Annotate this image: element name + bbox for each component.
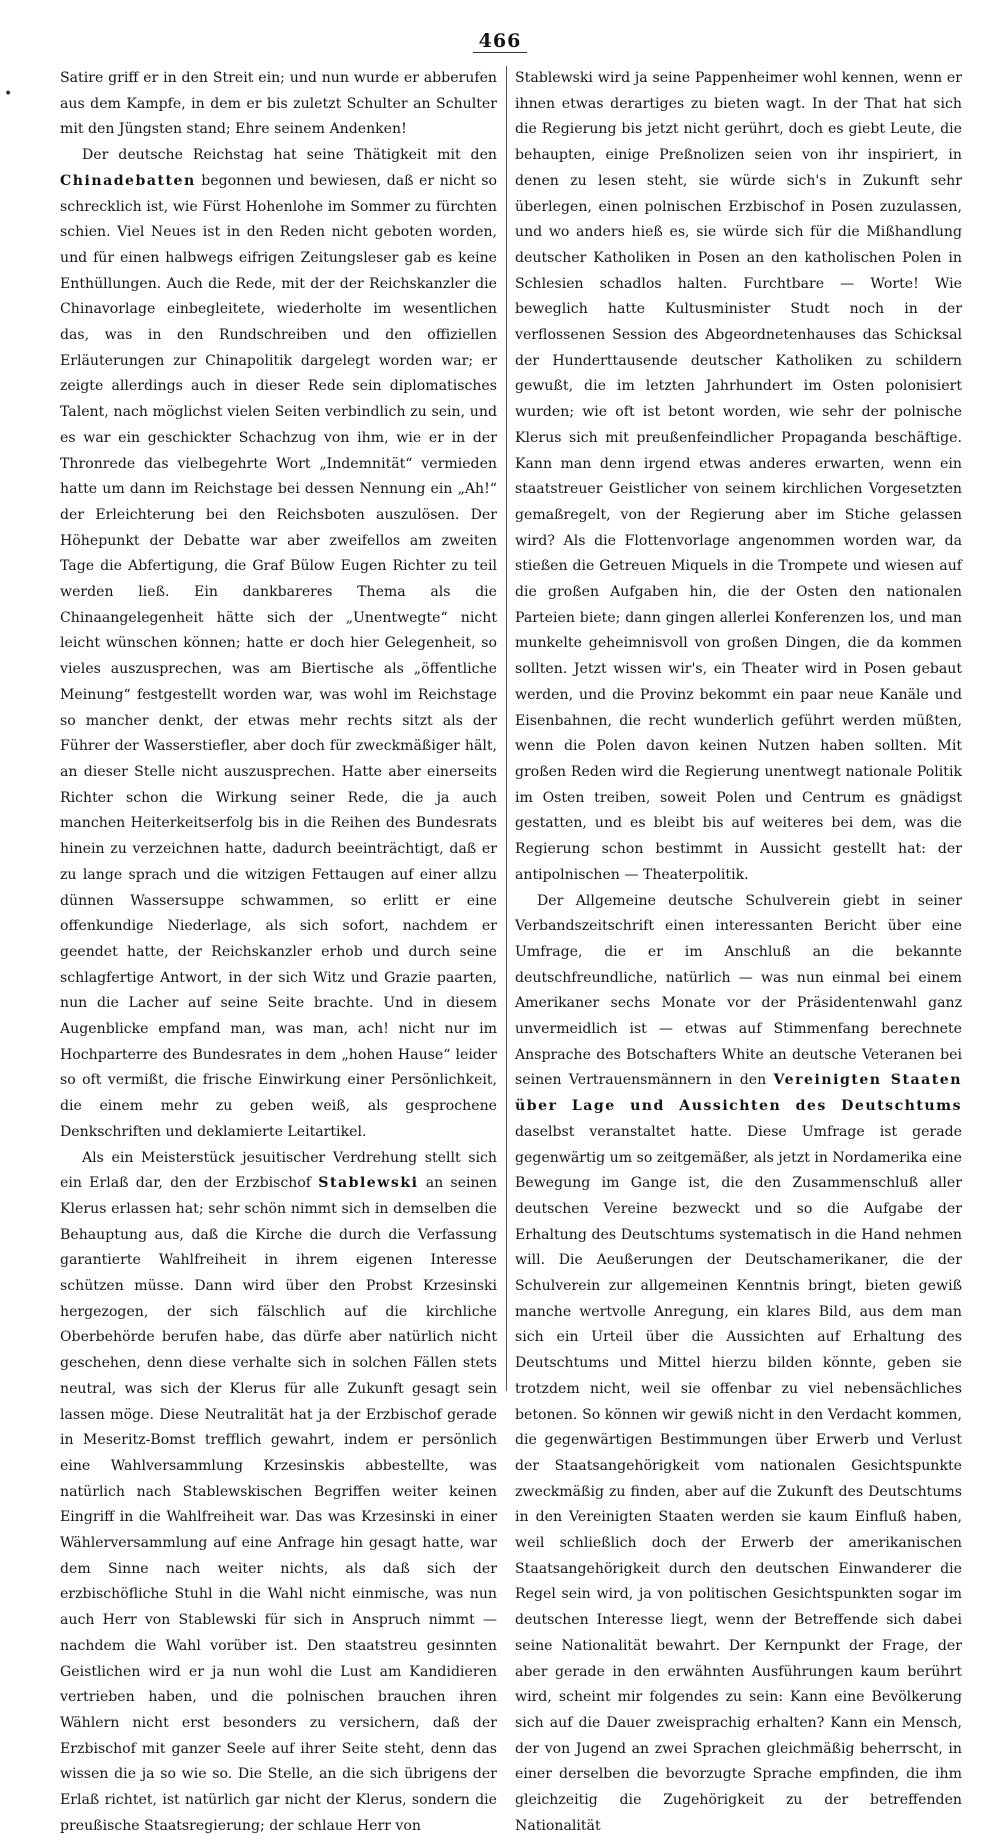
emphasized-term: Stablewski — [318, 1175, 419, 1192]
page-number — [0, 30, 1000, 53]
paragraph-text: begonnen und bewiesen, daß er nicht so schrecklich ist, wie Fürst Hohenlohe im Sommer zu fürchten schien. Viel Neues ist in den Reden nicht geboten worden, und für einen halbwegs eifrigen Zeitungsleser gab es keine Enthüllungen. Auch die Rede, mit der der Reichskanzler die Chinavorlage einbegleitete, wiederholte im wesentlichen das, was in den Rundschreiben und den offiziellen Erläuterungen zur Chinapolitik dargelegt worden war; er zeigte allerdings auch in dieser Rede sein diplomatisches Talent, nach möglichst vielen Seiten verbindlich zu sein, und es war ein geschickter Schachzug von ihm, wie er in der Thronrede das vielbegehrte Wort „Indemnität“ vermieden hatte um dann im Reichstage bei dessen Nennung ein „Ah!“ der Erleichterung bei den Reichsboten auszulösen. Der Höhepunkt der Debatte war aber zweifellos am zweiten Tage die Abfertigung, die Graf Bülow Eugen Richter zu teil werden ließ. Ein dankbareres Thema als die Chinaangelegenheit hätte sich der „Unentwegte“ nicht leicht wünschen können; hatte er doch hier Gelegenheit, so vieles auszusprechen, was am Biertische als „öffentliche Meinung“ festgestellt worden war, was wohl im Reichstage so mancher denkt, der etwas mehr rechts sitzt als der Führer der Wasserstiefler, aber doch für zweckmäßiger hält, an dieser Stelle nicht auszusprechen. Hatte aber einerseits Richter schon die Wirkung seiner Rede, die ja auch manchen Heiterkeitserfolg bis in die Reihen des Bundesrats hinein zu verzeichnen hatte, dadurch beeinträchtigt, daß er zu lange sprach und die witzigen Fettaugen auf einer allzu dünnen Wassersuppe schwammen, so erlitt er eine offenkundige Niederlage, als sich sofort, nachdem er geendet hatte, der Reichskanzler erhob und durch seine schlagfertige Antwort, in der sich Witz und Grazie paarten, nun die Lacher auf seine Seite brachte. Und in diesem Augenblicke empfand man, was man, ach! nicht nur im Hochparterre des Bundesrates in dem „hohen Hause“ leider so oft vermißt, die frische Einwirkung einer Persönlichkeit, die einem mehr zu geben weiß, als gesprochene Denkschriften und deklamierte Leitartikel. — [60, 172, 497, 1140]
paragraph — [515, 889, 962, 1840]
paragraph-text: an seinen Klerus erlassen hat; sehr schön nimmt sich in demselben die Behauptung aus, daß die Kirche die durch die Verfassung garantierte Wahlfreiheit in ihrem eigenen Interesse schützen müsse. Dann wird über den Probst Krzesinski hergezogen, der sich fälschlich auf die kirchliche Oberbehörde berufen habe, das dürfe aber natürlich nicht geschehen, denn diese verhalte sich in solchen Fällen stets neutral, was sich der Klerus für alle Zukunft gesagt sein lassen möge. Diese Neutralität hat ja der Erzbischof gerade in Meseritz-Bomst trefflich gewahrt, indem er persönlich eine Wahlversammlung Krzesinskis abbestellte, was natürlich nach Stablewskischen Begriffen weiter keinen Eingriff in die Wahlfreiheit war. Das was Krzesinski in einer Wählerversammlung auf eine Anfrage hin gesagt hatte, war dem Sinne nach weiter nichts, als daß sich der erzbischöfliche Stuhl in die Wahl nicht einmische, was nun auch Herr von Stablewski für sich in Anspruch nimmt — nachdem die Wahl vorüber ist. Den staatstreu gesinnten Geistlichen wird er ja nun wohl die Lust am Kandidieren vertrieben haben, und die polnischen brauchen ihren Wählern nicht erst besonders zu versichern, daß der Erzbischof mit ganzer Seele auf ihrer Seite steht, denn das wissen die ja so wie so. Die Stelle, an die sich übrigens der Erlaß richtet, ist natürlich gar nicht der Klerus, sondern die preußische Staatsregierung; der schlaue Herr von — [60, 1175, 497, 1834]
paragraph — [60, 143, 497, 1145]
paragraph — [60, 1146, 497, 1840]
right-column — [515, 66, 962, 1840]
emphasized-term: Vereinigten Staaten über Lage und Aussichten des Deutschtums — [515, 1072, 962, 1115]
paragraph: Satire griff er in den Streit ein; und nun wurde er abberufen aus dem Kampfe, in dem er bis zuletzt Schulter an Schulter mit den Jüngsten stand; Ehre seinem Andenken! — [60, 70, 497, 138]
paragraph-text: Der deutsche Reichstag hat seine Thätigkeit mit den — [82, 147, 497, 164]
left-column — [60, 66, 497, 1840]
margin-mark: • — [4, 86, 13, 102]
paragraph-text: daselbst veranstaltet hatte. Diese Umfrage ist gerade gegenwärtig um so zeitgemäßer, als jetzt in Nordamerika eine Bewegung im Gange ist, die den Zusammenschluß aller deutschen Vereine bezweckt und so die Aufgabe der Erhaltung des Deutschtums systematisch in die Hand nehmen will. Die Aeußerungen der Deutschamerikaner, die der Schulverein zur allgemeinen Kenntnis bringt, bieten gewiß manche wertvolle Anregung, ein klares Bild, aus dem man sich ein Urteil über die Aussichten auf Erhaltung des Deutschtums und Mittel hierzu bilden könnte, geben sie trotzdem nicht, weil sie offenbar zu viel nebensächliches betonen. So können wir gewiß nicht in den Verdacht kommen, die gegenwärtigen Bestimmungen über Erwerb und Verlust der Staatsangehörigkeit vom nationalen Gesichtspunkte zweckmäßig zu finden, aber auf die Zukunft des Deutschtums in den Vereinigten Staaten werden sie kaum Einfluß haben, weil schließlich doch der Erwerb der amerikanischen Staatsangehörigkeit durch den deutschen Einwanderer die Regel sein wird, ja von politischen Gesichtspunkten sogar im deutschen Interesse liegt, wenn der Betreffende sich dabei seine Nationalität bewahrt. Der Kernpunkt der Frage, der aber gerade in den erwähnten Ausführungen kaum berührt wird, scheint mir folgendes zu sein: Kann eine Bevölkerung sich auf die Dauer zweisprachig erhalten? Kann ein Mensch, der von Jugend an zwei Sprachen gleichmäßig beherrscht, in einer derselben die bevorzugte Sprache empfinden, die ihm gleichzeitig die Zugehörigkeit zu der betreffenden Nationalität — [515, 1123, 963, 1834]
column-divider — [506, 66, 507, 1391]
page-number-text: 466 — [473, 30, 528, 53]
paragraph: Stablewski wird ja seine Pappenheimer wohl kennen, wenn er ihnen etwas derartiges zu bieten wagt. In der That hat sich die Regierung bis jetzt nicht gerührt, doch es giebt Leute, die behaupten, einige Preßnolizen seien von ihr inspiriert, in denen zu lesen steht, sie würde sich's in Zukunft sehr überlegen, einen polnischen Erzbischof in Posen zuzulassen, und wo anders hieß es, sie würde sich für die Mißhandlung deutscher Katholiken in Posen an den katholischen Polen in Schlesien schadlos halten. Furchtbare — Worte! Wie beweglich hatte Kultusminister Studt noch in der verflossenen Session des Abgeordnetenhauses das Schicksal der Hunderttausende deutscher Katholiken zu schildern gewußt, die im letzten Jahrhundert im Osten polonisiert wurden; wie oft ist betont worden, wie sehr der polnische Klerus sich mit preußenfeindlicher Propaganda beschäftige. Kann man denn irgend etwas anderes erwarten, wenn ein staatstreuer Geistlicher von seinem kirchlichen Vorgesetzten gemaßregelt, von der Regierung aber im Stiche gelassen wird? Als die Flottenvorlage angenommen worden war, da stießen die Getreuen Miquels in die Trompete und wiesen auf die großen Aufgaben hin, die der Osten den nationalen Parteien biete; dann gingen allerlei Konferenzen los, und man munkelte geheimnisvoll von großen Dingen, die da kommen sollten. Jetzt wissen wir's, ein Theater wird in Posen gebaut werden, und die Provinz bekommt ein paar neue Kanäle und Eisenbahnen, die recht wunderlich geführt werden müßten, wenn die Polen davon keinen Nutzen haben sollten. Mit großen Reden wird die Regierung unentwegt nationale Politik im Osten treiben, soweit Polen und Centrum es gnädigst gestatten, und es bleibt bis auf weiteres bei dem, was die Regierung schon bestimmt in Aussicht gestellt hat: der antipolnischen — Theaterpolitik. — [515, 70, 962, 883]
paragraph-text: Der Allgemeine deutsche Schulverein giebt in seiner Verbandszeitschrift einen interessanten Bericht über eine Umfrage, die er im Anschluß an die bekannte deutschfreundliche, natürlich — was nun einmal bei einem Amerikaner sechs Monate vor der Präsidentenwahl ganz unvermeidlich ist — etwas auf Stimmenfang berechnete Ansprache des Botschafters White an deutsche Veteranen bei seinen Vertrauensmännern in den — [515, 892, 962, 1089]
emphasized-term: Chinadebatten — [60, 172, 196, 189]
paragraph-text: Als ein Meisterstück jesuitischer Verdrehung stellt sich ein Erlaß dar, den der Erzbischof — [60, 1149, 497, 1192]
